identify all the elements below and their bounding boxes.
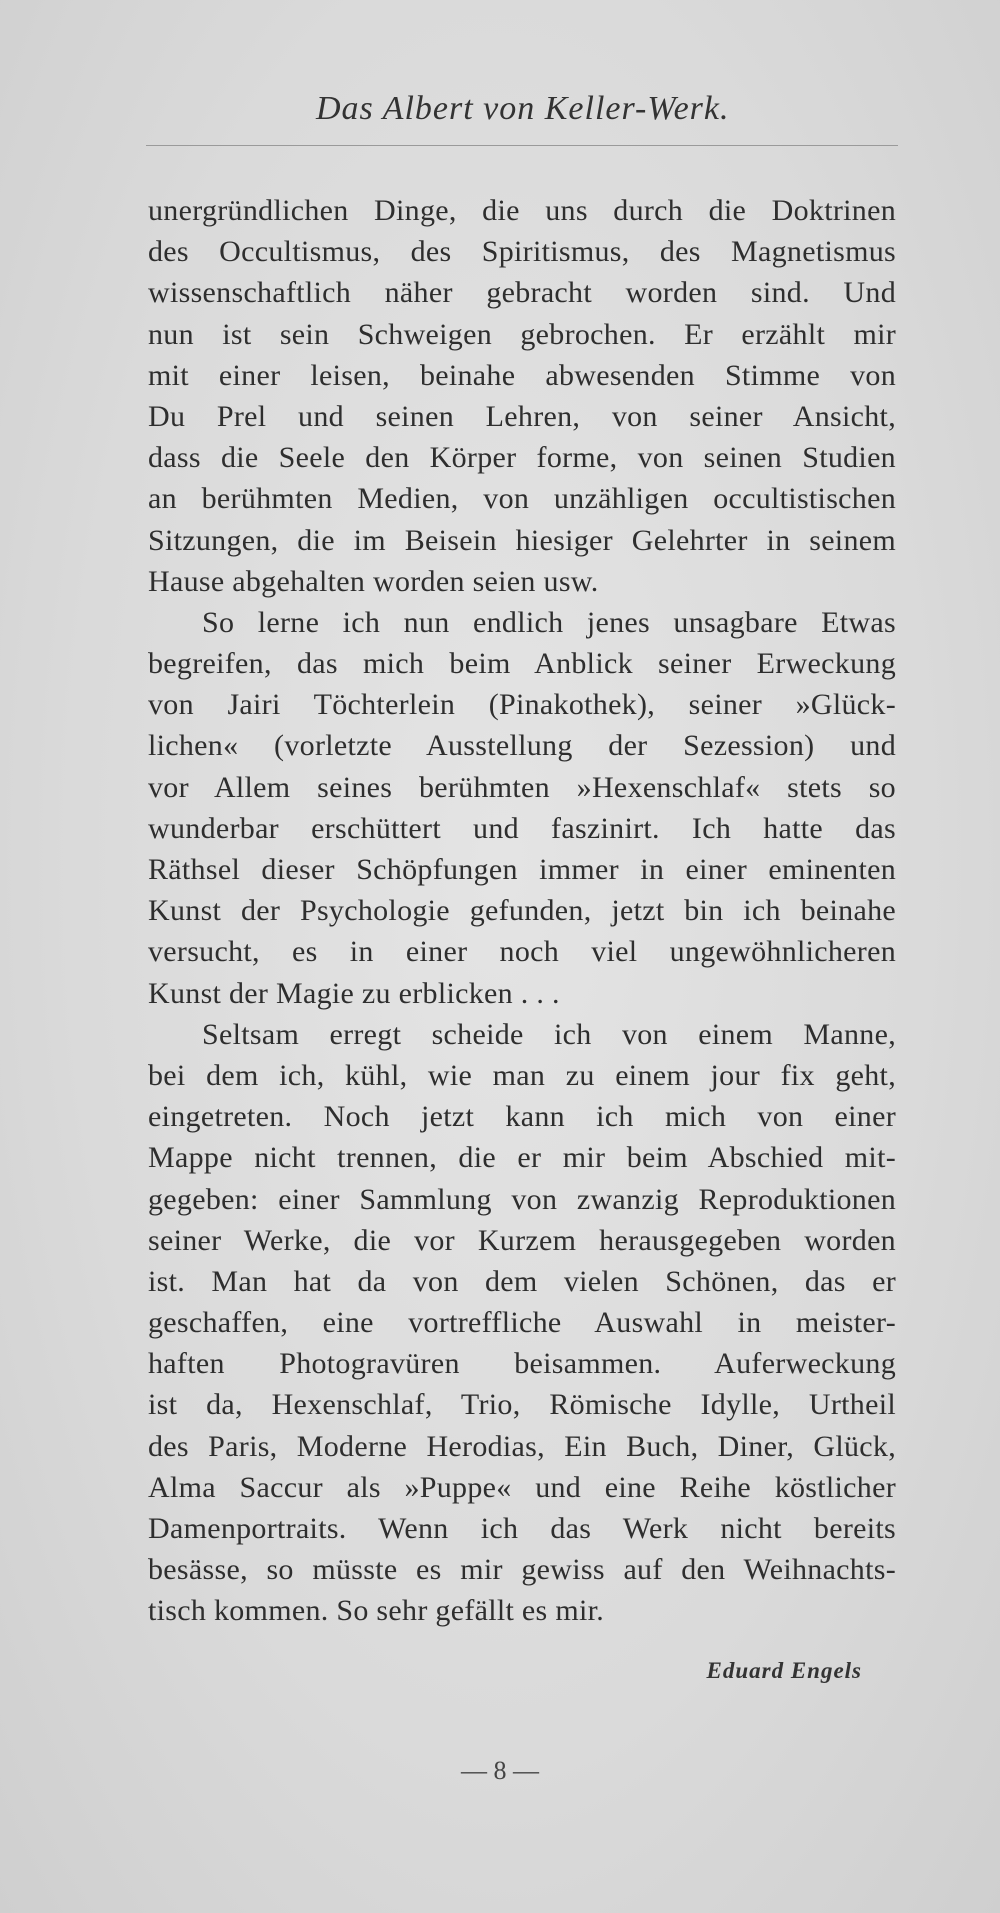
text-line: Du Prel und seinen Lehren, von seiner Ansicht, bbox=[148, 399, 896, 433]
text-line: Seltsam erregt scheide ich von einem Manne, bbox=[202, 1017, 896, 1051]
text-line: Mappe nicht trennen, die er mir beim Abschied mit- bbox=[148, 1141, 896, 1175]
text-line: Sitzungen, die im Beisein hiesiger Gelehrter in seinem bbox=[148, 523, 896, 557]
author-signature: Eduard Engels bbox=[706, 1658, 862, 1683]
text-line: nun ist sein Schweigen gebrochen. Er erzählt mir bbox=[148, 317, 896, 351]
running-head: Das Albert von Keller-Werk. bbox=[316, 90, 730, 127]
text-line: an berühmten Medien, von unzähligen occultistischen bbox=[148, 482, 896, 516]
text-line: So lerne ich nun endlich jenes unsagbare Etwas bbox=[202, 605, 896, 639]
page-number: — 8 — bbox=[461, 1756, 539, 1785]
text-line: Alma Saccur als »Puppe« und eine Reihe köstlicher bbox=[148, 1470, 896, 1504]
text-line: vor Allem seines berühmten »Hexenschlaf« stets so bbox=[148, 770, 896, 804]
text-line: besässe, so müsste es mir gewiss auf den Weihnachts- bbox=[148, 1553, 896, 1587]
text-line: ist da, Hexenschlaf, Trio, Römische Idylle, Urtheil bbox=[148, 1388, 896, 1422]
text-line: wunderbar erschüttert und faszinirt. Ich hatte das bbox=[148, 811, 896, 845]
text-line: Damenportraits. Wenn ich das Werk nicht bereits bbox=[148, 1512, 896, 1545]
text-line: seiner Werke, die vor Kurzem herausgegeben worden bbox=[148, 1223, 896, 1257]
text-line: mit einer leisen, beinahe abwesenden Stimme von bbox=[148, 358, 896, 392]
text-line: bei dem ich, kühl, wie man zu einem jour fix geht, bbox=[148, 1058, 896, 1092]
text-line: ist. Man hat da von dem vielen Schönen, das er bbox=[148, 1264, 896, 1298]
text-line: von Jairi Töchterlein (Pinakothek), seiner »Glück- bbox=[148, 688, 896, 722]
text-line: versucht, es in einer noch viel ungewöhnlicheren bbox=[148, 935, 896, 969]
text-line: eingetreten. Noch jetzt kann ich mich von einer bbox=[148, 1100, 896, 1134]
text-line: des Paris, Moderne Herodias, Ein Buch, Diner, Glück, bbox=[148, 1429, 896, 1463]
text-line: wissenschaftlich näher gebracht worden sind. Und bbox=[148, 276, 896, 310]
text-line: geschaffen, eine vortreffliche Auswahl in meister- bbox=[148, 1306, 896, 1340]
text-line: begreifen, das mich beim Anblick seiner Erweckung bbox=[148, 647, 896, 681]
text-line: gegeben: einer Sammlung von zwanzig Reproduktionen bbox=[148, 1182, 896, 1216]
text-line: Hause abgehalten worden seien usw. bbox=[148, 564, 599, 598]
text-line: dass die Seele den Körper forme, von seinen Studien bbox=[148, 441, 896, 475]
header-rule bbox=[146, 145, 898, 146]
text-line: Kunst der Magie zu erblicken . . . bbox=[148, 976, 560, 1010]
text-line: Räthsel dieser Schöpfungen immer in einer eminenten bbox=[148, 853, 896, 886]
text-line: haften Photogravüren beisammen. Auferweckung bbox=[148, 1347, 896, 1381]
text-line: unergründlichen Dinge, die uns durch die Doktrinen bbox=[148, 194, 896, 227]
text-line: tisch kommen. So sehr gefällt es mir. bbox=[148, 1594, 605, 1628]
text-line: des Occultismus, des Spiritismus, des Magnetismus bbox=[148, 235, 896, 269]
text-line: lichen« (vorletzte Ausstellung der Sezession) und bbox=[148, 729, 896, 763]
text-line: Kunst der Psychologie gefunden, jetzt bin ich beinahe bbox=[148, 894, 896, 928]
body-text bbox=[148, 190, 896, 1632]
